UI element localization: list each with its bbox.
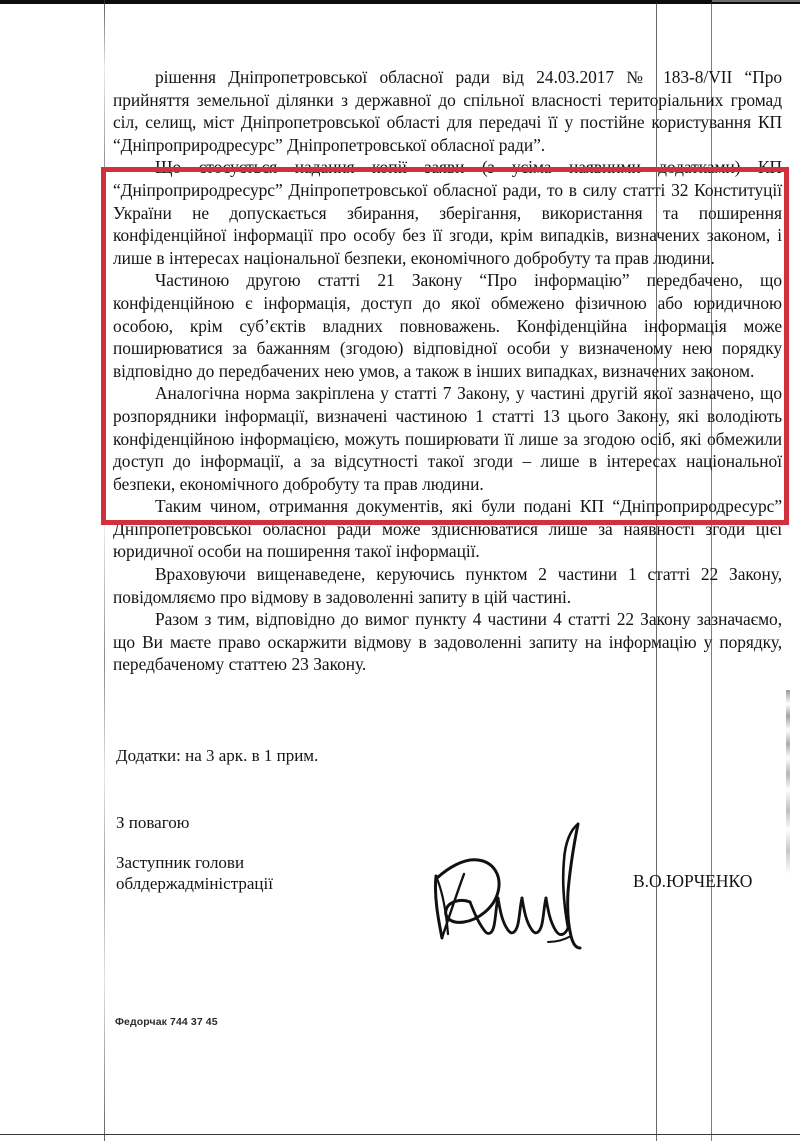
paragraph-copy-of-application: Що стосується надання копії заяви (з усіма наявними додатками) КП “Дніпроприродресурс” Дніпропетровської обласної ради, то в силу статті 32 Конституції України не допускається збирання, зберігання, використання та поширення конфіденційної інформації про особу без її згоди, крім випадків, визначених законом, і лише в інтересах національної безпеки, економічного добробуту та прав людини. xyxy=(113,157,782,268)
page-fold-line-left xyxy=(104,0,105,1141)
paragraph-conclusion-consent: Таким чином, отримання документів, які були подані КП “Дніпроприродресурс” Дніпропетровської обласної ради може здійснюватися лише за наявності згоди цієї юридичної особи на поширення такої інформації. xyxy=(113,496,782,562)
scan-top-edge-band-right xyxy=(712,0,800,2)
executor-contact-note: Федорчак 744 37 45 xyxy=(115,1016,218,1028)
paragraph-appeal-rights: Разом з тим, відповідно до вимог пункту 4 частини 4 статті 22 Закону зазначаємо, що Ви маєте право оскаржити відмову в задоволенні запиту на інформацію у порядку, передбаченому статтею 23 Закону. xyxy=(113,609,782,675)
signer-name: В.О.ЮРЧЕНКО xyxy=(633,871,753,891)
document-body xyxy=(113,66,782,676)
signer-title-line-1: Заступник голови xyxy=(116,853,245,872)
handwritten-signature xyxy=(428,818,613,953)
scan-bottom-edge-line xyxy=(0,1134,800,1135)
attachments-line: Додатки: на 3 арк. в 1 прим. xyxy=(116,746,319,765)
paragraph-article-21: Частиною другою статті 21 Закону “Про інформацію” передбачено, що конфіденційною є інформація, доступ до якої обмежено фізичною або юридичною особою, крім суб’єктів владних повноважень. Конфіденційна інформація може поширюватися за бажанням (згодою) відповідної особи у визначеному нею порядку відповідно до передбачених нею умов, а також в інших випадках, визначених законом. xyxy=(113,270,782,381)
scan-speckle-column-right xyxy=(786,690,790,890)
paragraph-article-7: Аналогічна норма закріплена у статті 7 Закону, у частині другій якої зазначено, що розпорядники інформації, визначені частиною 1 статті 13 цього Закону, які володіють конфіденційною інформацією, можуть поширювати її лише за згодою осіб, які обмежили доступ до інформації, а за відсутності такої згоди – лише в інтересах національної безпеки, економічного добробуту та прав людини. xyxy=(113,383,782,494)
signer-title xyxy=(116,852,273,894)
paragraph-refusal: Враховуючи вищенаведене, керуючись пунктом 2 частини 1 статті 22 Закону, повідомляємо про відмову в задоволенні запиту в цій частині. xyxy=(113,564,782,607)
signer-title-line-2: облдержадміністрації xyxy=(116,874,273,893)
regards-line: З повагою xyxy=(116,813,190,832)
scan-top-edge-band xyxy=(0,0,800,4)
paragraph-continued-resolution: рішення Дніпропетровської обласної ради від 24.03.2017 № 183-8/VII “Про прийняття земельної ділянки з державної до спільної власності територіальних громад сіл, селищ, міст Дніпропетровської області для передачі її у постійне користування КП “Дніпроприродресурс” Дніпропетровської обласної ради”. xyxy=(113,67,782,155)
